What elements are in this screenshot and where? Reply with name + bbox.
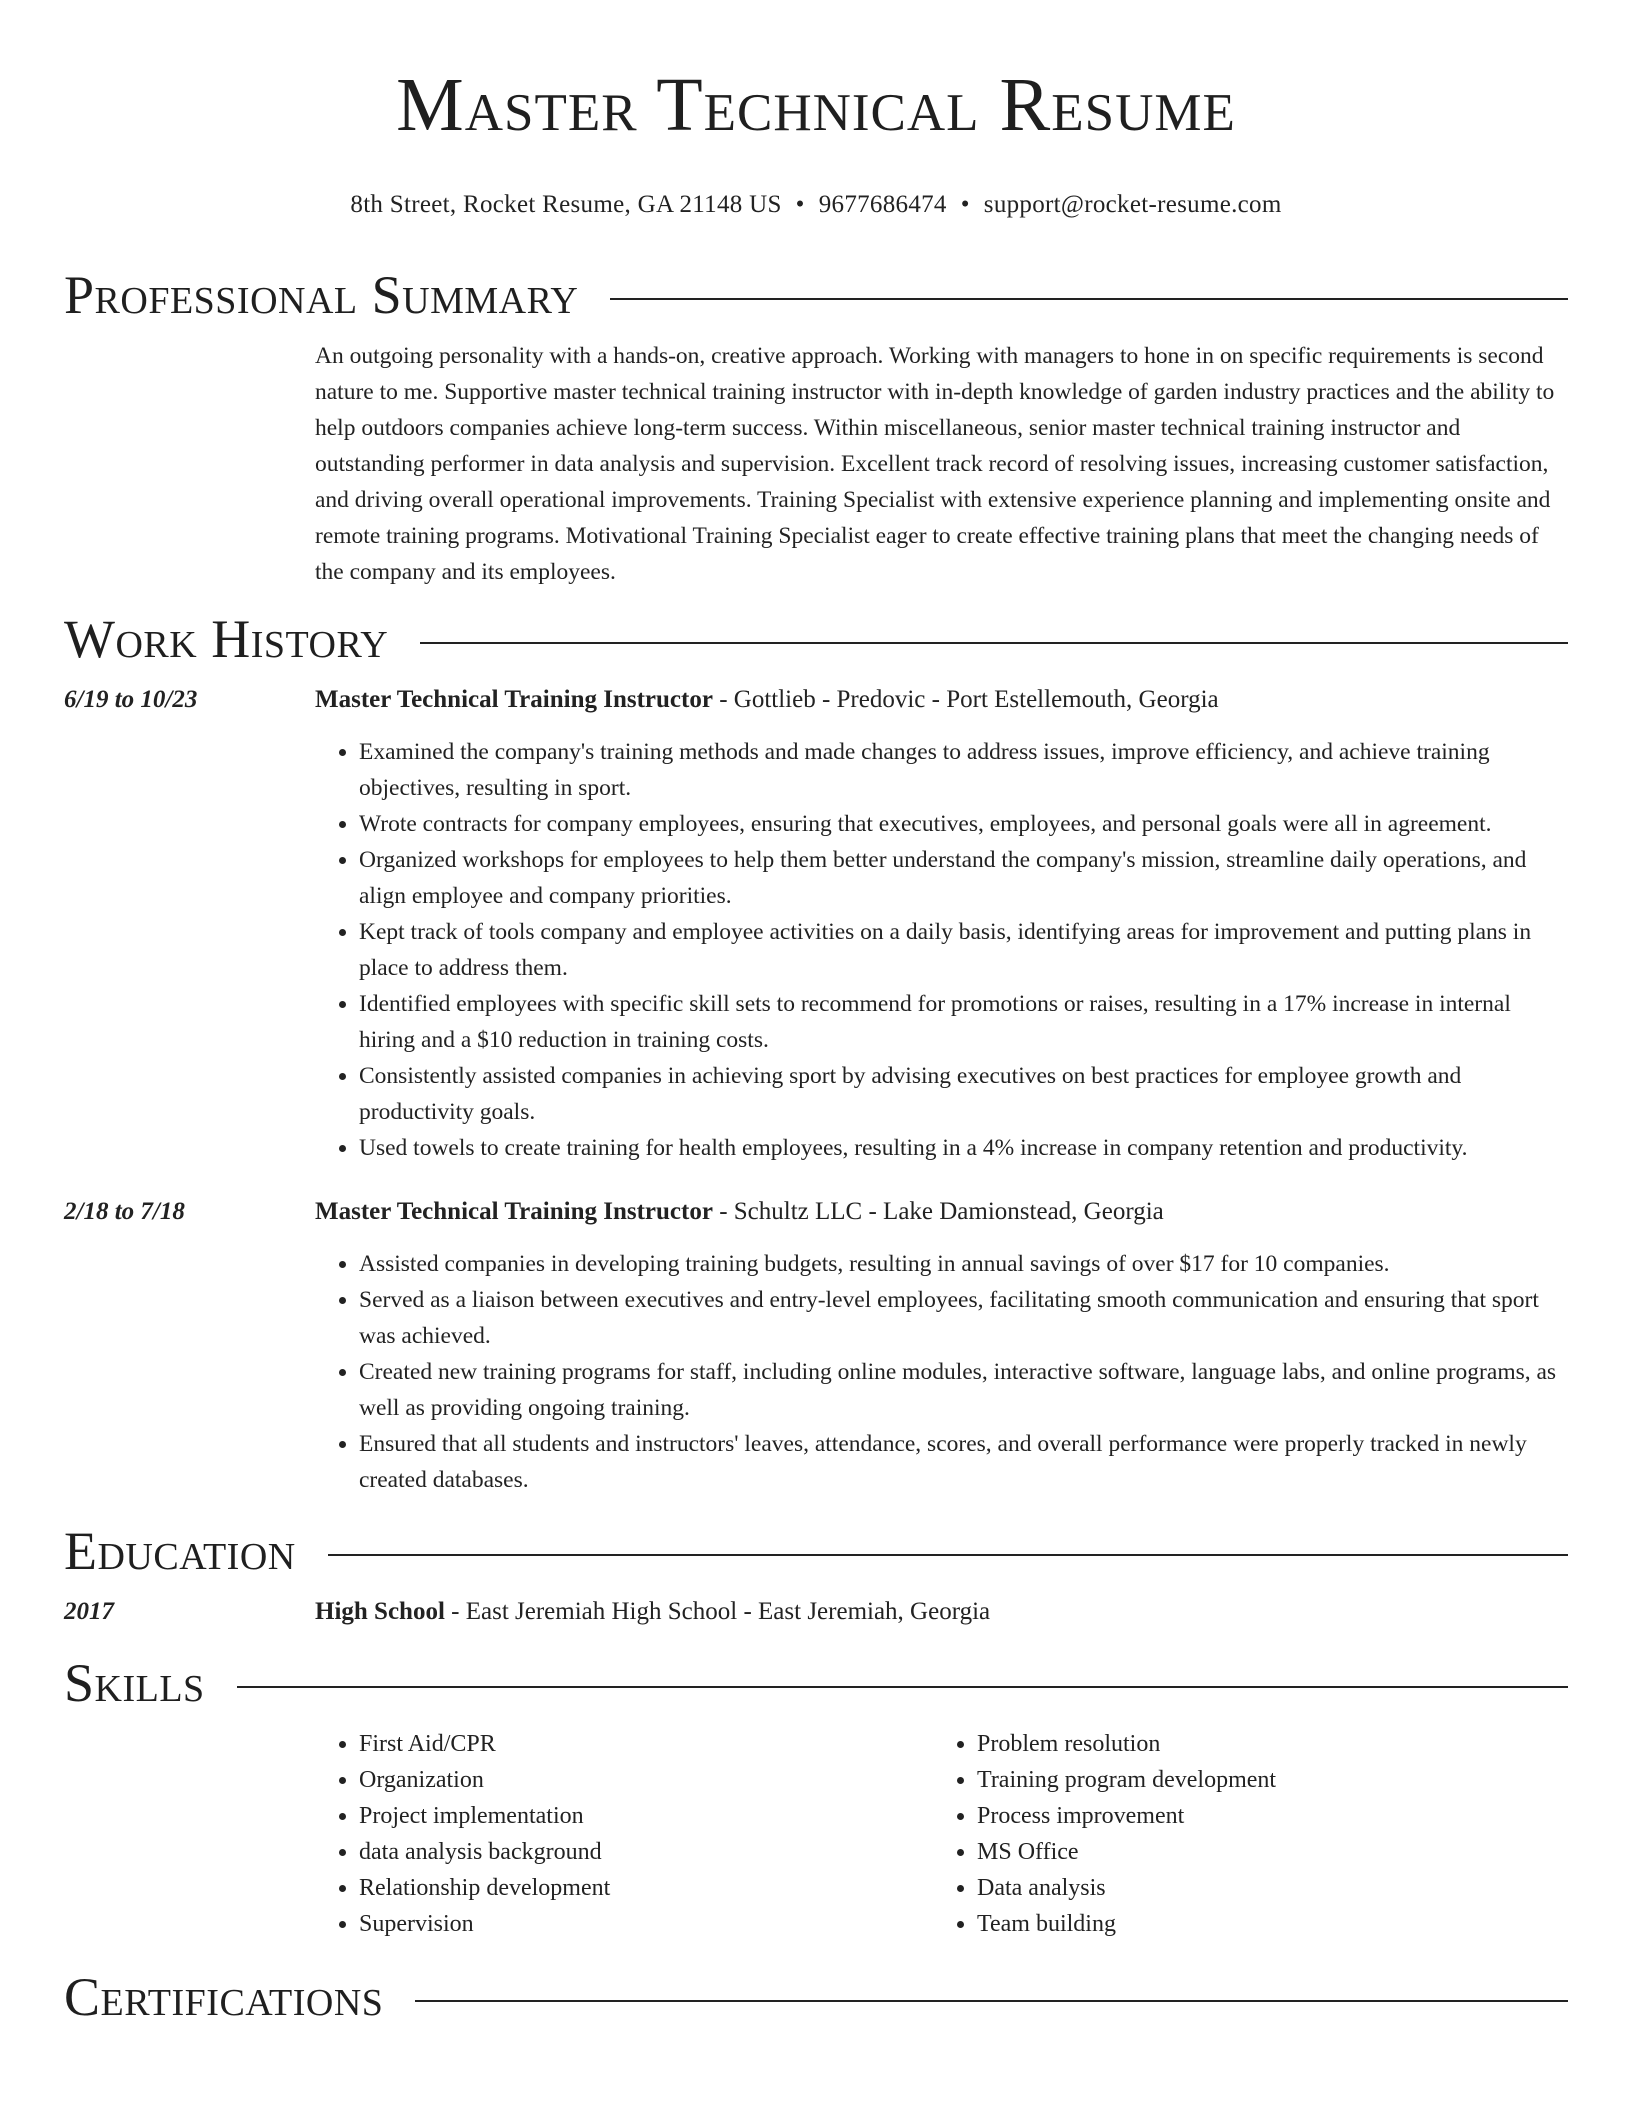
summary-left-spacer bbox=[64, 338, 315, 590]
section-divider bbox=[610, 298, 1568, 300]
job-bullet: • Assisted companies in developing training budgets, resulting in annual savings of over $17 for 10 companies. bbox=[359, 1246, 1568, 1282]
skill-item: • Team building bbox=[977, 1906, 1551, 1942]
skills-section-title: Skills bbox=[64, 1653, 205, 1713]
job-details: - Gottlieb - Predovic - Port Estellemouth, Georgia bbox=[712, 686, 1219, 713]
work-section-header bbox=[64, 608, 1568, 670]
job-bullet: • Ensured that all students and instructors' leaves, attendance, scores, and overall performance were properly tracked in newly created databases. bbox=[359, 1426, 1568, 1498]
certifications-section-header bbox=[64, 1966, 1568, 2028]
job-title: Master Technical Training Instructor bbox=[315, 1198, 713, 1225]
section-divider bbox=[415, 2000, 1568, 2002]
skill-item: • Supervision bbox=[359, 1906, 933, 1942]
education-details: - East Jeremiah High School - East Jeremiah, Georgia bbox=[444, 1598, 991, 1625]
job-title: Master Technical Training Instructor bbox=[315, 686, 713, 713]
skills-columns bbox=[315, 1726, 1568, 1942]
work-history-list bbox=[64, 682, 1568, 1498]
skill-item: • Problem resolution bbox=[977, 1726, 1551, 1762]
job-bullet: • Served as a liaison between executives and entry-level employees, facilitating smooth communication and ensuring that sport was achieved. bbox=[359, 1282, 1568, 1354]
job-entry bbox=[64, 1194, 1568, 1498]
job-details: - Schultz LLC - Lake Damionstead, Georgia bbox=[712, 1198, 1164, 1225]
job-entry bbox=[64, 682, 1568, 1166]
contact-email: support@rocket-resume.com bbox=[983, 191, 1282, 218]
education-year: 2017 bbox=[64, 1598, 114, 1625]
section-divider bbox=[237, 1686, 1568, 1688]
job-bullets-container bbox=[315, 1230, 1568, 1498]
skill-item: • MS Office bbox=[977, 1834, 1551, 1870]
skill-item: • data analysis background bbox=[359, 1834, 933, 1870]
summary-row bbox=[64, 338, 1568, 590]
contact-separator: • bbox=[795, 191, 805, 218]
education-section-header bbox=[64, 1520, 1568, 1582]
skills-section-header bbox=[64, 1652, 1568, 1714]
job-bullet: • Created new training programs for staff, including online modules, interactive software, language labs, and online programs, as well as providing ongoing training. bbox=[359, 1354, 1568, 1426]
skills-left-spacer bbox=[64, 1726, 315, 1942]
contact-address: 8th Street, Rocket Resume, GA 21148 US bbox=[350, 191, 782, 218]
contact-separator: • bbox=[960, 191, 970, 218]
education-degree: High School bbox=[315, 1598, 445, 1625]
summary-text: An outgoing personality with a hands-on, creative approach. Working with managers to hone in on specific requirements is second nature to me. Supportive master technical training instructor with in-depth knowledge of garden industry practices and the ability to help outdoors companies achieve long-term success. Within miscellaneous, senior master technical training instructor and outstanding performer in data analysis and supervision. Excellent track record of resolving issues, increasing customer satisfaction, and driving overall operational improvements. Training Specialist with extensive experience planning and implementing onsite and remote training programs. Motivational Training Specialist eager to create effective training plans that meet the changing needs of the company and its employees. bbox=[315, 343, 1555, 585]
education-row bbox=[64, 1594, 1568, 1630]
job-header-row bbox=[64, 682, 1568, 718]
skills-row bbox=[64, 1726, 1568, 1942]
summary-section-header bbox=[64, 264, 1568, 326]
skill-item: • First Aid/CPR bbox=[359, 1726, 933, 1762]
skill-item: • Process improvement bbox=[977, 1798, 1551, 1834]
job-bullet: • Consistently assisted companies in achieving sport by advising executives on best practices for employee growth and productivity goals. bbox=[359, 1058, 1568, 1130]
job-bullet: • Examined the company's training methods and made changes to address issues, improve efficiency, and achieve training objectives, resulting in sport. bbox=[359, 734, 1568, 806]
work-section-title: Work History bbox=[64, 609, 389, 669]
skill-item: • Training program development bbox=[977, 1762, 1551, 1798]
job-dates: 2/18 to 7/18 bbox=[64, 1198, 185, 1225]
job-bullet: • Wrote contracts for company employees, ensuring that executives, employees, and personal goals were all in agreement. bbox=[359, 806, 1568, 842]
job-bullet-list bbox=[315, 734, 1568, 1166]
section-divider bbox=[420, 642, 1568, 644]
job-bullet-list bbox=[315, 1246, 1568, 1498]
section-divider bbox=[328, 1554, 1568, 1556]
contact-line bbox=[64, 190, 1568, 220]
job-bullet: • Kept track of tools company and employee activities on a daily basis, identifying areas for improvement and putting plans in place to address them. bbox=[359, 914, 1568, 986]
certifications-section-title: Certifications bbox=[64, 1967, 384, 2027]
skills-list-right bbox=[933, 1726, 1551, 1942]
skill-item: • Relationship development bbox=[359, 1870, 933, 1906]
job-heading bbox=[315, 682, 1568, 718]
summary-section-title: Professional Summary bbox=[64, 265, 579, 325]
education-section-title: Education bbox=[64, 1521, 296, 1581]
job-bullets-row bbox=[64, 718, 1568, 1166]
contact-phone: 9677686474 bbox=[818, 191, 947, 218]
job-bullets-container bbox=[315, 718, 1568, 1166]
skills-list-left bbox=[315, 1726, 933, 1942]
job-left-spacer bbox=[64, 718, 315, 1166]
job-bullet: • Identified employees with specific skill sets to recommend for promotions or raises, resulting in a 17% increase in internal hiring and a $10 reduction in training costs. bbox=[359, 986, 1568, 1058]
job-dates: 6/19 to 10/23 bbox=[64, 686, 198, 713]
job-bullet: • Organized workshops for employees to help them better understand the company's mission, streamline daily operations, and align employee and company priorities. bbox=[359, 842, 1568, 914]
job-left-spacer bbox=[64, 1230, 315, 1498]
job-bullets-row bbox=[64, 1230, 1568, 1498]
job-header-row bbox=[64, 1194, 1568, 1230]
skill-item: • Data analysis bbox=[977, 1870, 1551, 1906]
education-heading bbox=[315, 1594, 1568, 1630]
job-bullet: • Used towels to create training for health employees, resulting in a 4% increase in company retention and productivity. bbox=[359, 1130, 1568, 1166]
skill-item: • Organization bbox=[359, 1762, 933, 1798]
job-heading bbox=[315, 1194, 1568, 1230]
skill-item: • Project implementation bbox=[359, 1798, 933, 1834]
resume-name: Master Technical Resume bbox=[396, 63, 1236, 147]
